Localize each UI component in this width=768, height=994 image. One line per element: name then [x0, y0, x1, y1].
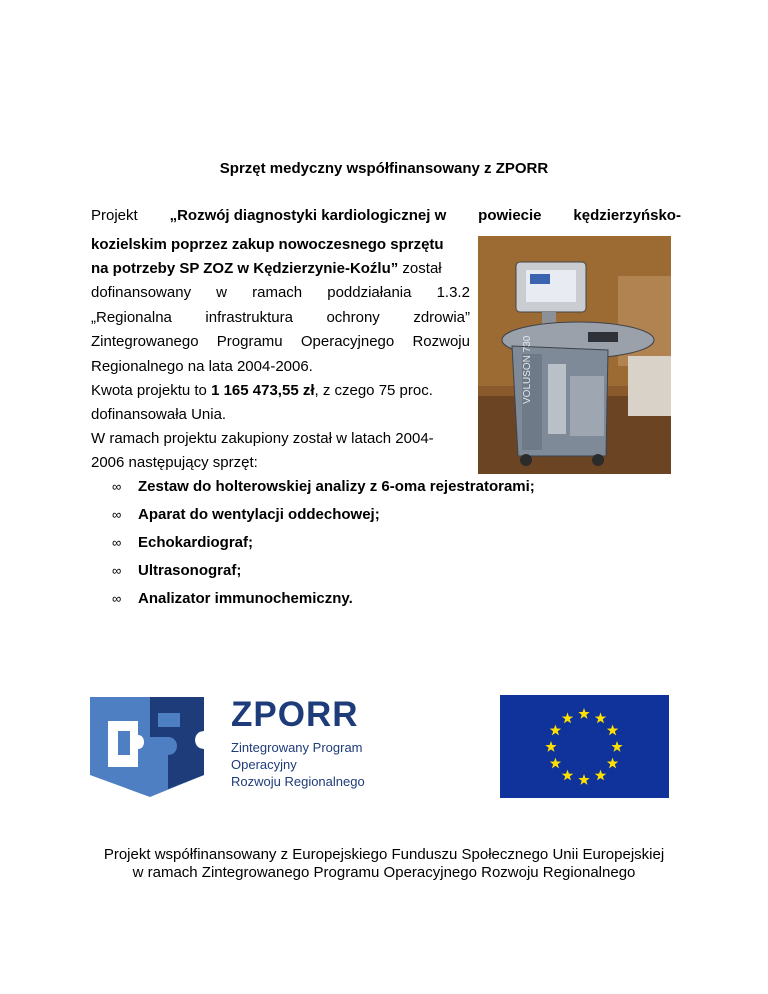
eu-star-icon — [607, 725, 618, 736]
zporr-logo — [84, 691, 372, 799]
list-item: ∞ Echokardiograf; — [112, 533, 254, 551]
eu-star-icon — [611, 741, 622, 752]
infinity-bullet-icon: ∞ — [112, 590, 122, 606]
infinity-bullet-icon: ∞ — [112, 478, 122, 494]
infinity-bullet-icon: ∞ — [112, 534, 122, 550]
eu-star-icon — [578, 774, 589, 785]
eu-star-icon — [545, 741, 556, 752]
device-label: VOLUSON 730 — [522, 335, 533, 404]
page-title: Sprzęt medyczny współfinansowany z ZPORR — [219, 160, 549, 177]
eu-star-icon — [595, 770, 606, 781]
ultrasound-machine-photo — [478, 236, 671, 474]
eu-star-icon — [562, 712, 573, 723]
footer: Projekt współfinansowany z Europejskiego Funduszu Społecznego Unii Europejskiej w ramach Zintegrowanego Programu Operacyjnego Rozwoju Regionalnego — [103, 846, 665, 881]
zporr-subtitle: Zintegrowany Program Operacyjny Rozwoju Regionalnego — [231, 740, 365, 789]
list-item: ∞ Ultrasonograf; — [112, 561, 242, 579]
paragraph-line-1: Projekt „Rozwój diagnostyki kardiologicznej w powiecie kędzierzyńsko- — [91, 207, 681, 224]
paragraph-line-7: Regionalnego na lata 2004-2006. — [91, 358, 313, 375]
list-item: ∞ Aparat do wentylacji oddechowej; — [112, 505, 380, 523]
paragraph-line-2: kozielskim poprzez zakup nowoczesnego sprzętu — [91, 236, 444, 253]
paragraph-line-5: „Regionalna infrastruktura ochrony zdrowia” — [91, 309, 470, 326]
eu-star-icon — [550, 758, 561, 769]
paragraph-line-8: Kwota projektu to 1 165 473,55 zł, z czego 75 proc. — [91, 382, 433, 399]
eu-flag — [500, 695, 669, 798]
infinity-bullet-icon: ∞ — [112, 562, 122, 578]
equipment-list — [112, 472, 535, 612]
eu-star-icon — [562, 770, 573, 781]
eu-star-icon — [607, 758, 618, 769]
eu-star-icon — [578, 708, 589, 719]
paragraph-line-3: na potrzeby SP ZOZ w Kędzierzynie-Koźlu” został — [91, 260, 442, 277]
paragraph-line-6: Zintegrowanego Programu Operacyjnego Rozwoju — [91, 333, 470, 350]
zporr-wordmark: ZPORR — [231, 695, 359, 734]
paragraph-line-11: 2006 następujący sprzęt: — [91, 454, 258, 471]
eu-star-icon — [595, 712, 606, 723]
list-item: ∞ Zestaw do holterowskiej analizy z 6-oma rejestratorami; — [112, 477, 535, 495]
paragraph-line-4: dofinansowany w ramach poddziałania 1.3.2 — [91, 284, 470, 301]
eu-stars-icon — [500, 695, 669, 798]
eu-star-icon — [550, 725, 561, 736]
paragraph-line-9: dofinansowała Unia. — [91, 406, 227, 423]
paragraph-line-10: W ramach projektu zakupiony został w latach 2004- — [91, 430, 434, 447]
list-item: ∞ Analizator immunochemiczny. — [112, 589, 353, 607]
infinity-bullet-icon: ∞ — [112, 506, 122, 522]
